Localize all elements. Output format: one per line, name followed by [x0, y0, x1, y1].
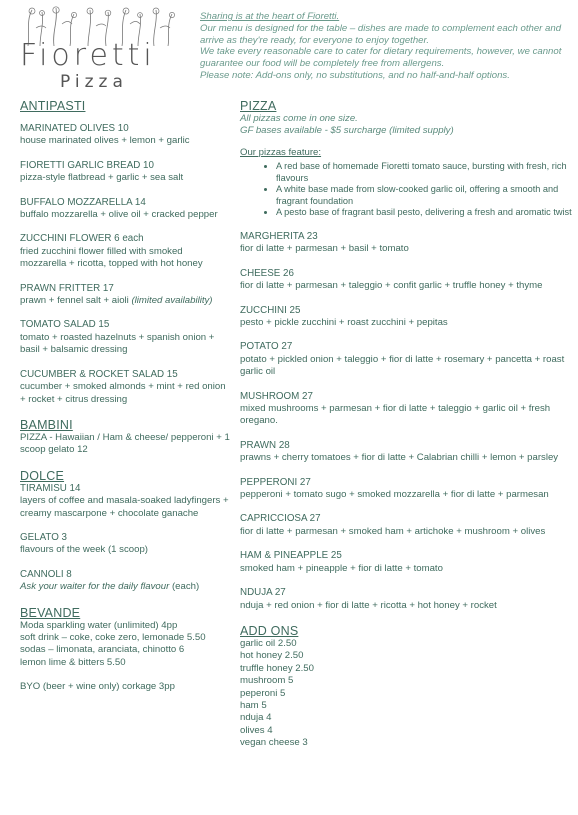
- intro-line: Please note: Add-ons only, no substitutions, and no half-and-half options.: [200, 69, 510, 81]
- feature-item: • A red base of homemade Fioretti tomato sauce, bursting with fresh, rich flavours: [276, 161, 572, 184]
- bambini-text: PIZZA - Hawaiian / Ham & cheese/ pepperoni + 1 scoop gelato 12: [20, 431, 230, 456]
- menu-item: [240, 477, 572, 502]
- addon-item: peperoni 5: [240, 687, 286, 699]
- item-desc: house marinated olives + lemon + garlic: [20, 135, 190, 147]
- item-desc: fried zucchini flower filled with smoked mozzarella + ricotta, topped with hot honey: [20, 245, 203, 270]
- menu-item: [20, 319, 230, 356]
- item-desc: [20, 295, 230, 307]
- menu-item: [240, 440, 572, 465]
- item-desc: layers of coffee and masala-soaked ladyfingers + creamy mascarpone + chocolate ganache: [20, 495, 229, 519]
- item-name: CUCUMBER & ROCKET SALAD 15: [20, 368, 178, 380]
- item-desc: nduja + red onion + fior di latte + ricotta + hot honey + rocket: [240, 599, 497, 611]
- section-title-addons: ADD ONS: [240, 623, 299, 638]
- item-desc: fior di latte + parmesan + basil + tomato: [240, 243, 409, 255]
- item-name: CAPRICCIOSA 27: [240, 513, 321, 525]
- section-title-pizza: PIZZA: [240, 99, 277, 113]
- menu-item: [240, 268, 572, 293]
- addon-item: garlic oil 2.50: [240, 637, 297, 649]
- item-name: GELATO 3: [20, 531, 68, 543]
- section-title-bevande: BEVANDE: [20, 605, 81, 620]
- item-name: TIRAMISU 14: [20, 482, 81, 494]
- item-name: MARINATED OLIVES 10: [20, 123, 129, 134]
- item-desc: [20, 581, 230, 593]
- addon-item: truffle honey 2.50: [240, 662, 314, 674]
- item-desc-text: prawn + fennel salt + aioli: [20, 295, 129, 307]
- byo-line: BYO (beer + wine only) corkage 3pp: [20, 681, 175, 693]
- item-name: NDUJA 27: [240, 587, 286, 599]
- addon-item: ham 5: [240, 699, 267, 711]
- menu-item: [20, 123, 230, 148]
- item-desc: flavours of the week (1 scoop): [20, 544, 148, 556]
- pizza-note: All pizzas come in one size.: [240, 113, 358, 124]
- menu-item: [240, 231, 572, 256]
- addon-item: vegan cheese 3: [240, 737, 308, 749]
- intro-line: We take every reasonable care to cater for dietary requirements, however, we cannot guarantee our food will be completely free from allergens.: [200, 46, 562, 70]
- item-desc: tomato + roasted hazelnuts + spanish onion + basil + balsamic dressing: [20, 331, 215, 356]
- logo-subtitle: Pizza: [60, 72, 128, 92]
- item-desc: buffalo mozzarella + olive oil + cracked pepper: [20, 209, 218, 221]
- item-name: ZUCCHINI FLOWER 6 each: [20, 233, 144, 245]
- menu-item: [20, 233, 230, 270]
- features-heading: Our pizzas feature:: [240, 147, 322, 158]
- drink-line: soft drink – coke, coke zero, lemonade 5.50: [20, 631, 206, 643]
- item-name: PRAWN FRITTER 17: [20, 282, 114, 294]
- menu-item: [240, 305, 572, 330]
- item-desc: mixed mushrooms + parmesan + fior di latte + taleggio + garlic oil + fresh oregano.: [240, 403, 551, 427]
- menu-item: [20, 569, 230, 594]
- item-desc: cucumber + smoked almonds + mint + red onion + rocket + citrus dressing: [20, 381, 226, 405]
- menu-item: [20, 160, 230, 185]
- pizza-note: GF bases available - $5 surcharge (limited supply): [240, 125, 454, 136]
- item-name: MUSHROOM 27: [240, 390, 313, 402]
- section-title-dolce: DOLCE: [20, 468, 65, 483]
- addon-item: nduja 4: [240, 712, 272, 724]
- menu-item: [240, 587, 572, 612]
- item-desc-italic: Ask your waiter for the daily flavour: [20, 581, 170, 593]
- item-name: MARGHERITA 23: [240, 230, 318, 242]
- addon-item: mushroom 5: [240, 675, 294, 687]
- drink-line: Moda sparkling water (unlimited) 4pp: [20, 619, 178, 631]
- menu-item: [20, 369, 230, 406]
- intro-line: Our menu is designed for the table – dishes are made to complement each other and arrive as they're ready, for everyone to enjoy together.: [200, 22, 562, 46]
- item-desc: pesto + pickle zucchini + roast zucchini + pepitas: [240, 317, 448, 328]
- item-name: POTATO 27: [240, 341, 293, 353]
- feature-item: • A pesto base of fragrant basil pesto, delivering a fresh and aromatic twist: [276, 207, 572, 219]
- addon-item: hot honey 2.50: [240, 650, 304, 662]
- item-desc: pizza-style flatbread + garlic + sea salt: [20, 172, 184, 184]
- section-title-antipasti: ANTIPASTI: [20, 99, 86, 113]
- item-name: HAM & PINEAPPLE 25: [240, 550, 342, 562]
- item-name: TOMATO SALAD 15: [20, 319, 110, 331]
- item-name: CANNOLI 8: [20, 568, 72, 580]
- item-desc: fior di latte + parmesan + smoked ham + artichoke + mushroom + olives: [240, 525, 546, 537]
- left-column: [20, 99, 230, 694]
- menu-item: [20, 532, 230, 557]
- feature-item: • A white base made from slow-cooked garlic oil, offering a smooth and fragrant foundation: [276, 184, 572, 207]
- logo-title: Fioretti: [20, 38, 156, 73]
- item-desc: prawns + cherry tomatoes + fior di latte + Calabrian chilli + lemon + parsley: [240, 452, 559, 464]
- item-desc: smoked ham + pineapple + fior di latte + tomato: [240, 562, 443, 574]
- item-desc: potato + pickled onion + taleggio + fior di latte + rosemary + pancetta + roast garlic oil: [240, 353, 565, 378]
- drink-line: lemon lime & bitters 5.50: [20, 656, 126, 668]
- menu-item: [240, 341, 572, 378]
- menu-item: [20, 283, 230, 308]
- features-list: [240, 161, 572, 219]
- item-name: ZUCCHINI 25: [240, 304, 301, 316]
- intro-text: [200, 11, 572, 82]
- intro-heading: Sharing is at the heart of Fioretti.: [200, 11, 340, 22]
- menu-item: [240, 550, 572, 575]
- item-name: BUFFALO MOZZARELLA 14: [20, 196, 146, 208]
- menu-item: [20, 197, 230, 222]
- item-name: PEPPERONI 27: [240, 476, 311, 488]
- section-title-bambini: BAMBINI: [20, 417, 73, 432]
- drink-line: sodas – limonata, aranciata, chinotto 6: [20, 644, 185, 656]
- item-name: PRAWN 28: [240, 439, 290, 451]
- menu-item: [240, 391, 572, 428]
- item-desc: fior di latte + parmesan + taleggio + confit garlic + truffle honey + thyme: [240, 280, 543, 292]
- menu-item: [20, 483, 230, 520]
- item-note: (limited availability): [131, 295, 213, 307]
- addon-item: olives 4: [240, 724, 273, 736]
- logo: [18, 6, 180, 92]
- item-name: CHEESE 26: [240, 267, 294, 279]
- item-desc: pepperoni + tomato sugo + smoked mozzarella + fior di latte + parmesan: [240, 489, 549, 501]
- menu-item: [240, 513, 572, 538]
- item-desc-tail: (each): [169, 581, 200, 593]
- item-name: FIORETTI GARLIC BREAD 10: [20, 159, 154, 171]
- right-column: [240, 99, 572, 750]
